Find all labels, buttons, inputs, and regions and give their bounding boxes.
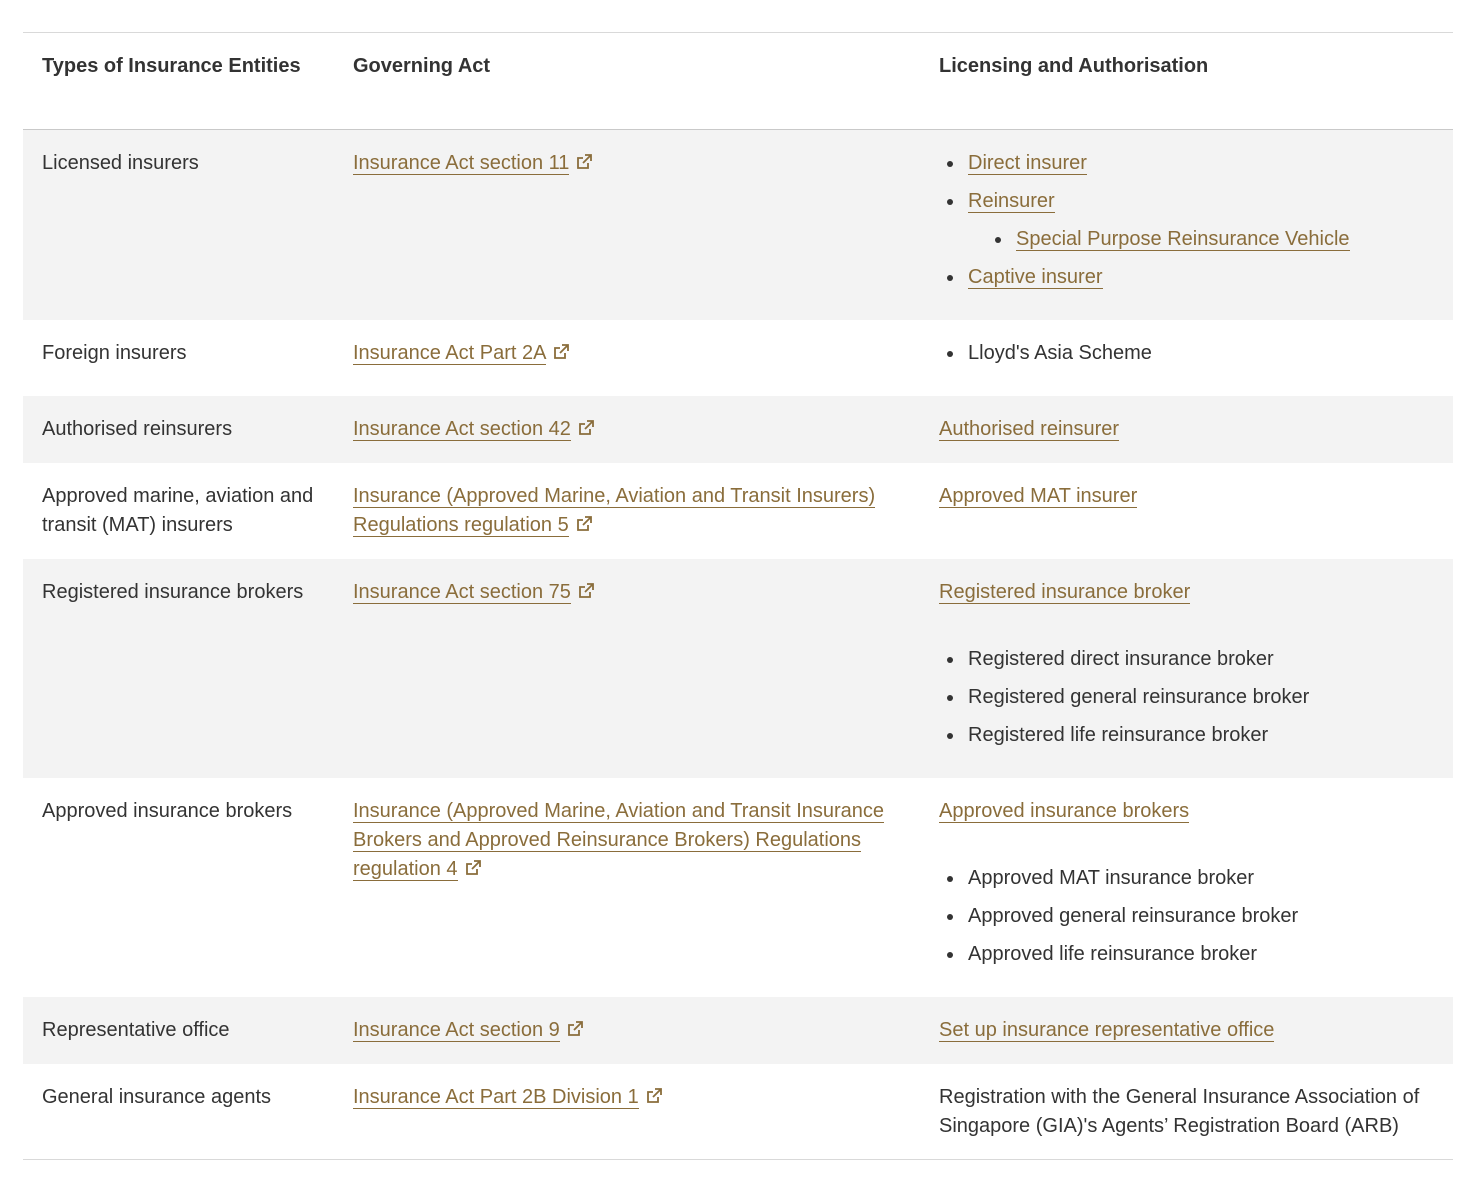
licensing-cell [920, 396, 1453, 463]
act-link[interactable]: Insurance (Approved Marine, Aviation and Transit Insurance Brokers and Approved Reinsurance Brokers) Regulations regulation 4 [353, 800, 885, 880]
list-item [968, 187, 1434, 254]
licensing-list [939, 645, 1434, 750]
licensing-link-captive-insurer[interactable]: Captive insurer [968, 266, 1103, 288]
licensing-link-reinsurer[interactable]: Reinsurer [968, 190, 1055, 212]
act-cell [334, 130, 920, 321]
external-link-icon [575, 153, 593, 171]
licensing-cell [920, 559, 1453, 778]
licensing-list [939, 864, 1434, 969]
table-row [23, 997, 1453, 1064]
act-link[interactable]: Insurance Act Part 2A [353, 342, 547, 364]
list-item: Approved life reinsurance broker [968, 940, 1434, 969]
table-row [23, 396, 1453, 463]
header-licensing: Licensing and Authorisation [939, 55, 1209, 77]
external-link-icon [645, 1087, 663, 1105]
table-row [23, 130, 1453, 321]
external-link-icon [464, 859, 482, 877]
list-item: Approved general reinsurance broker [968, 902, 1434, 931]
licensing-cell [920, 130, 1453, 321]
insurance-entities-table [23, 32, 1453, 1160]
licensing-cell [920, 320, 1453, 396]
entity-cell: Registered insurance brokers [42, 581, 304, 603]
licensing-link-sprv[interactable]: Special Purpose Reinsurance Vehicle [1016, 228, 1350, 250]
table-row [23, 463, 1453, 559]
act-link[interactable]: Insurance Act section 42 [353, 418, 571, 440]
act-link[interactable]: Insurance Act section 11 [353, 152, 570, 174]
insurance-entities-table-wrapper [23, 32, 1453, 1160]
entity-cell: Representative office [42, 1019, 230, 1041]
list-item: Registered direct insurance broker [968, 645, 1434, 674]
external-link-icon [575, 515, 593, 533]
act-cell [334, 320, 920, 396]
external-link-icon [577, 419, 595, 437]
licensing-cell [920, 463, 1453, 559]
act-cell [334, 997, 920, 1064]
act-cell [334, 1064, 920, 1160]
act-link[interactable]: Insurance Act section 75 [353, 581, 571, 603]
entity-cell: Authorised reinsurers [42, 418, 233, 440]
act-link[interactable]: Insurance Act Part 2B Division 1 [353, 1086, 639, 1108]
table-header-row [23, 33, 1453, 130]
act-link[interactable]: Insurance Act section 9 [353, 1019, 560, 1041]
external-link-icon [577, 582, 595, 600]
table-row [23, 559, 1453, 778]
act-cell [334, 463, 920, 559]
list-item [1016, 225, 1434, 254]
list-item: Lloyd's Asia Scheme [968, 339, 1434, 368]
header-governing-act: Governing Act [353, 55, 491, 77]
licensing-cell: Registration with the General Insurance Association of Singapore (GIA)'s Agents’ Registration Board (ARB) [939, 1086, 1420, 1137]
licensing-link-approved-mat-insurer[interactable]: Approved MAT insurer [939, 485, 1138, 507]
list-item [968, 149, 1434, 178]
external-link-icon [566, 1020, 584, 1038]
licensing-link-representative-office[interactable]: Set up insurance representative office [939, 1019, 1275, 1041]
licensing-cell [920, 997, 1453, 1064]
entity-cell: Licensed insurers [42, 152, 199, 174]
act-cell [334, 778, 920, 997]
list-item [968, 263, 1434, 292]
licensing-sublist [968, 225, 1434, 254]
entity-cell: General insurance agents [42, 1086, 272, 1108]
list-item: Registered general reinsurance broker [968, 683, 1434, 712]
external-link-icon [552, 343, 570, 361]
entity-cell: Foreign insurers [42, 342, 187, 364]
entity-cell: Approved marine, aviation and transit (MAT) insurers [42, 485, 314, 536]
licensing-list [939, 149, 1434, 292]
list-item: Approved MAT insurance broker [968, 864, 1434, 893]
header-entity-types: Types of Insurance Entities [42, 55, 301, 77]
licensing-link-authorised-reinsurer[interactable]: Authorised reinsurer [939, 418, 1120, 440]
act-cell [334, 559, 920, 778]
licensing-link-approved-insurance-brokers[interactable]: Approved insurance brokers [939, 800, 1190, 822]
act-cell [334, 396, 920, 463]
licensing-link-direct-insurer[interactable]: Direct insurer [968, 152, 1087, 174]
list-item: Registered life reinsurance broker [968, 721, 1434, 750]
table-row [23, 320, 1453, 396]
act-link[interactable]: Insurance (Approved Marine, Aviation and Transit Insurers) Regulations regulation 5 [353, 485, 876, 536]
table-row [23, 778, 1453, 997]
licensing-link-registered-insurance-broker[interactable]: Registered insurance broker [939, 581, 1191, 603]
table-row [23, 1064, 1453, 1160]
licensing-cell [920, 778, 1453, 997]
entity-cell: Approved insurance brokers [42, 800, 293, 822]
licensing-list [939, 339, 1434, 368]
